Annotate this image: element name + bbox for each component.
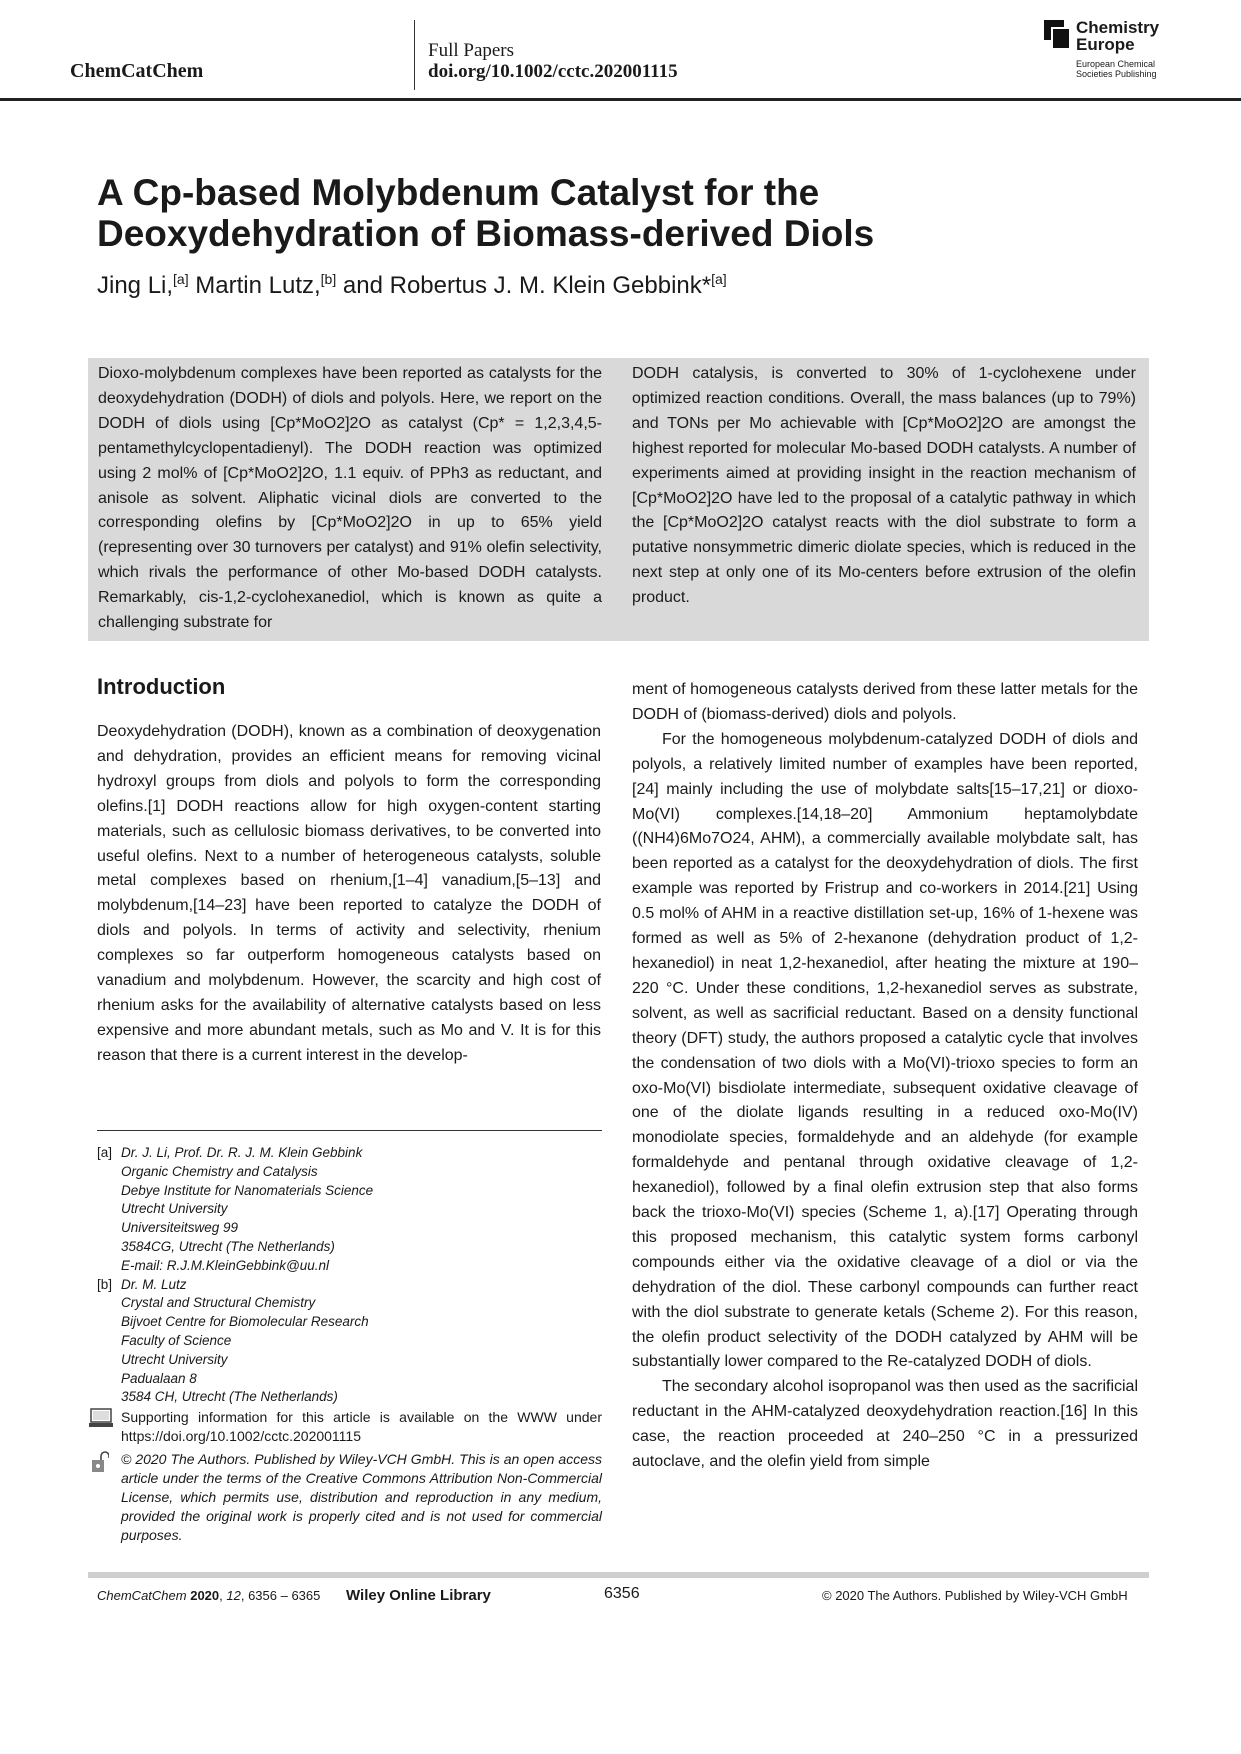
footnote-rule — [97, 1130, 602, 1131]
section-label: Full Papers — [428, 40, 515, 61]
supporting-info-note — [97, 1408, 602, 1446]
affiliations — [97, 1144, 602, 1407]
journal-name: ChemCatChem — [70, 60, 204, 82]
publisher-name: Chemistry Europe — [1076, 18, 1160, 54]
affiliation-a: [a] Dr. J. Li, Prof. Dr. R. J. M. Klein Gebbink Organic Chemistry and Catalysis Debye Institute for Nanomaterials Science Utrecht University Universiteitsweg 99 3584CG, Utrecht (The Netherlands) E-mail: R.J.M.KleinGebbink@uu.nl — [97, 1144, 602, 1276]
open-access-text: © 2020 The Authors. Published by Wiley-VCH GmbH. This is an open access article under the terms of the Creative Commons Attribution Non-Commercial License, which permits use, distribution and reproduction in any medium, provided the original work is properly cited and is not used for commercial purposes. — [121, 1451, 602, 1543]
chemistry-europe-logo[interactable] — [1044, 20, 1174, 82]
introduction-right-column — [632, 678, 1138, 1475]
supporting-info-text[interactable]: Supporting information for this article is available on the WWW under https://doi.org/10.1002/cctc.202001115 — [121, 1409, 602, 1444]
affiliation-a-label: [a] — [97, 1145, 113, 1160]
abstract-right-column: DODH catalysis, is converted to 30% of 1-cyclohexene under optimized reaction conditions. Overall, the mass balances (up to 79%) and TONs per Mo achievable with [Cp*MoO2]2O are amongst the highest reported for molecular Mo-based DODH catalysts. A number of experiments aimed at providing insight in the reaction mechanism of [Cp*MoO2]2O have led to the proposal of a catalytic pathway in which the [Cp*MoO2]2O catalyst reacts with the diol substrate to form a putative nonsymmetric dimeric diolate species, which is reduced in the next step at only one of its Mo-centers before extrusion of the olefin product. — [632, 365, 1136, 607]
header-divider — [414, 20, 415, 90]
open-lock-icon — [91, 1450, 109, 1474]
page-number: 6356 — [604, 1585, 640, 1602]
introduction-left-column — [97, 720, 601, 1069]
email-link[interactable]: E-mail: R.J.M.KleinGebbink@uu.nl — [121, 1257, 330, 1273]
open-access-note — [97, 1450, 602, 1545]
footer-rule — [88, 1572, 1149, 1578]
affiliation-b-label: [b] — [97, 1276, 113, 1292]
article-title: A Cp-based Molybdenum Catalyst for the Deoxydehydration of Biomass-derived Diols — [97, 172, 875, 254]
wiley-online-library-link[interactable]: Wiley Online Library — [346, 1587, 491, 1604]
footer-copyright: © 2020 The Authors. Published by Wiley-VCH GmbH — [822, 1588, 1128, 1603]
affiliation-b: [b] Dr. M. Lutz Crystal and Structural Chemistry Bijvoet Centre for Biomolecular Research Faculty of Science Utrecht University Padualaan 8 3584 CH, Utrecht (The Netherlands) — [97, 1276, 369, 1405]
computer-icon — [89, 1408, 113, 1428]
doi-link[interactable]: doi.org/10.1002/cctc.202001115 — [428, 61, 678, 82]
intro-paragraph-1: Deoxydehydration (DODH), known as a combination of deoxygenation and dehydration, provides an efficient means for removing vicinal hydroxyl groups from diols and polyols to form the corresponding olefins.[1] DODH reactions allow for high oxygen-content starting materials, such as cellulosic biomass derivatives, to be converted into useful olefins. Next to a number of heterogeneous catalysts, soluble metal complexes based on rhenium,[1–4] vanadium,[5–13] and molybdenum,[14–23] have been reported to catalyze the DODH of diols and polyols. In terms of activity and selectivity, rhenium complexes so far outperform homogeneous catalysts based on vanadium and molybdenum. However, the scarcity and high cost of rhenium asks for the availability of alternative catalysts based on less expensive and more abundant metals, such as Mo and V. It is for this reason that there is a current interest in the develop- — [97, 723, 601, 1064]
footer-citation: ChemCatChem 2020, 12, 6356 – 6365 — [97, 1588, 321, 1603]
introduction-heading: Introduction — [97, 674, 226, 699]
abstract-left-column: Dioxo-molybdenum complexes have been reported as catalysts for the deoxydehydration (DODH) of diols and polyols. Here, we report on the DODH of diols using [Cp*MoO2]2O as catalyst (Cp* = 1,2,3,4,5-pentamethylcyclopentadienyl). The DODH reaction was optimized using 2 mol% of [Cp*MoO2]2O, 1.1 equiv. of PPh3 as reductant, and anisole as solvent. Aliphatic vicinal diols are converted to the corresponding olefins by [Cp*MoO2]2O in up to 65% yield (representing over 30 turnovers per catalyst) and 91% olefin selectivity, which rivals the performance of other Mo-based DODH catalysts. Remarkably, cis-1,2-cyclohexanediol, which is known as quite a challenging substrate for — [98, 365, 602, 632]
intro-paragraph-continued: ment of homogeneous catalysts derived from these latter metals for the DODH of (biomass-derived) diols and polyols. — [632, 681, 1138, 723]
header-rule — [0, 98, 1241, 101]
publisher-subtitle: European Chemical Societies Publishing — [1076, 59, 1157, 79]
chemistry-europe-logo-icon — [1044, 20, 1071, 50]
abstract-box — [88, 358, 1149, 641]
intro-paragraph-3: The secondary alcohol isopropanol was then used as the sacrificial reductant in the AHM-catalyzed deoxydehydration reaction.[16] In this case, the reaction proceeded at 240–250 °C in a pressurized autoclave, and the olefin yield from simple — [632, 1378, 1138, 1471]
intro-paragraph-2: For the homogeneous molybdenum-catalyzed DODH of diols and polyols, a relatively limited number of examples have been reported,[24] mainly including the use of molybdate salts[15–17,21] or dioxo-Mo(VI) complexes.[14,18–20] Ammonium heptamolybdate ((NH4)6Mo7O24, AHM), a commercially available molybdate salt, has been reported as a catalyst for the deoxydehydration of diols. The first example was reported by Fristrup and co-workers in 2014.[21] Using 0.5 mol% of AHM in a reactive distillation set-up, 16% of 1-hexene was formed as well as 5% of 2-hexanone (dehydration product of 1,2-hexanediol) in neat 1,2-hexanediol, after heating the mixture at 190–220 °C. Under these conditions, 1,2-hexanediol serves as substrate, solvent, as well as sacrificial reductant. Based on a density functional theory (DFT) study, the authors proposed a catalytic cycle that involves the condensation of two diols with a Mo(VI)-trioxo species to form an oxo-Mo(VI) bisdiolate intermediate, subsequent oxidative cleavage of one of the diolate ligands resulting in a reduced oxo-Mo(IV) monodiolate species, formaldehyde and an aldehyde (for example formaldehyde and pentanal through oxidative cleavage of 1,2-hexanediol), followed by a final olefin extrusion step that also forms back the trioxo-Mo(VI) species (Scheme 1, a).[17] Operating through this proposed mechanism, this catalytic system forms carbonyl compounds either via the oxidative cleavage of a diol or via the dehydration of the diol. These carbonyl compounds can further react with the diol substrate to generate ketals (Scheme 2). For this reason, the olefin product selectivity of the DODH catalyzed by AHM will be substantially lower compared to the Re-catalyzed DODH of diols. — [632, 730, 1138, 1371]
author-list: Jing Li,[a] Martin Lutz,[b] and Robertus J. M. Klein Gebbink*[a] — [97, 271, 727, 299]
